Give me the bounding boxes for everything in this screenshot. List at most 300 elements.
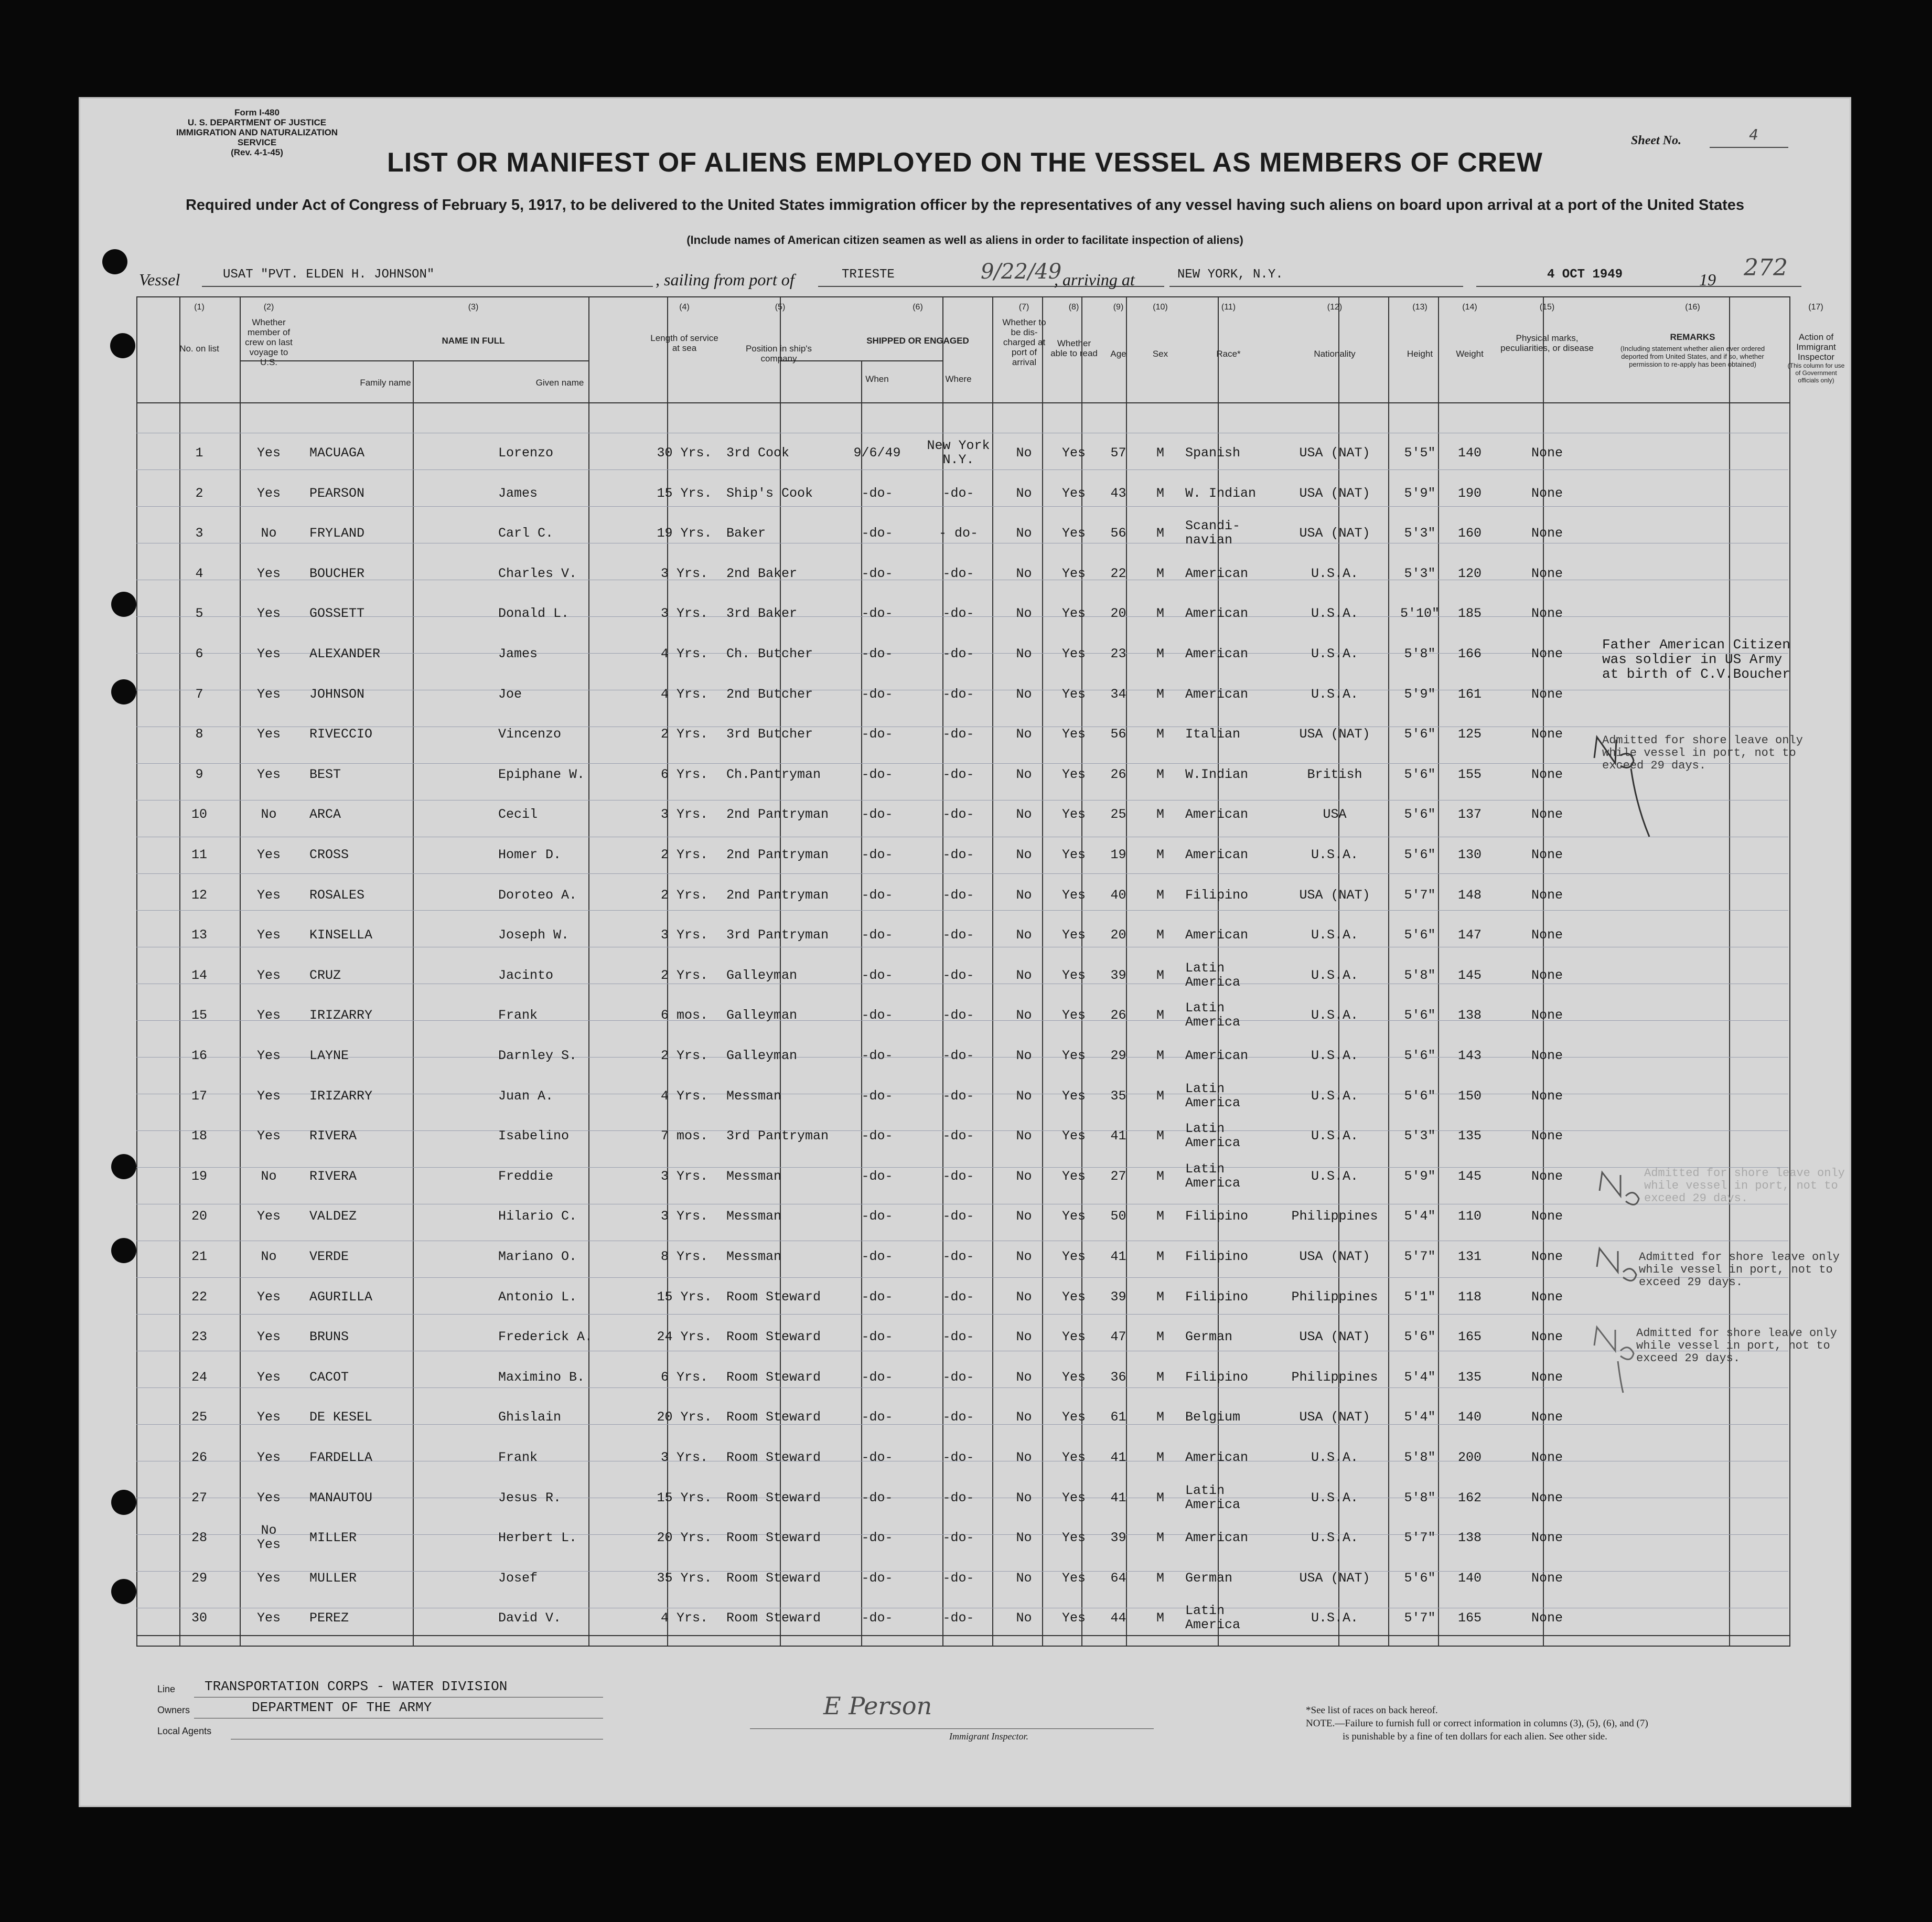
cell-race: W. Indian: [1185, 485, 1257, 501]
subtitle: Required under Act of Congress of February 5, 1917, to be delivered to the United States immigration officer by the representatives of any vessel having such aliens on board upon arrival at a port of the United States: [185, 197, 1745, 213]
manifest-sheet: Form I-480 U. S. DEPARTMENT OF JUSTICE IMMIGRATION AND NATURALIZATION SERVICE (Rev. 4-1-45) Sheet No. 4 LIST OR MANIFEST OF ALIENS EMPLOYED ON THE VESSEL AS MEMBERS OF CREW Required under Act of Congress of February 5, 1917, to be delivered to the United States immigration officer by the representatives of any vessel having such aliens on board upon arrival at a port of the United States (Include names of American citizen seamen as well as aliens in order to facilitate inspection of aliens) Vessel USAT "PVT. ELDEN H. JOHNSON" , sailing from port of TRIESTE 9/22/49 , arriving at NEW YORK, N.Y. 4 OCT 1949 19 272 (1) (2) (3) (4) (5) (6) (7) (8) (9) (10) (11) (12) (13) (14) (15) (16) (17) No. on list Whether member of crew on last voyage to U.S. NAME IN FULL Family name Given name Length of service at sea Position in ship's company SHIPPED OR ENGAGED When Where Whether to be dis-charged at port of arrival Whether able to read Age Sex Race* Nationality Height Weight Physical marks, peculiarities, or disease REMARKS (Including statement whether alien ever ordered deported from United States, and if so, whether permission to re-apply has been obtained) Action of Immigrant Inspector (This column for use of Government officials only) 1 Yes MACUAGA Lorenzo 30 Yrs. 3rd Cook 9/6/49 New York N.Y. No Yes 57 M Spanish USA (NAT) 5'5" 140 None 2 Yes PEARSON James 15 Yrs. Ship's Cook -do- -do- No Yes 43 M W. Indian USA (NAT) 5'9" 190 None 3 No FRYLAND Carl C. 19 Yrs. Baker -do- - do- No Yes 56 M Scandi- navian USA (NAT) 5'3" 160 None 4 Yes BOUCHER Charles V. 3 Yrs. 2nd Baker -do- -do- No Yes 22 M American U.S.A. 5'3" 120 None 5 Yes GOSSETT Donald L. 3 Yrs. 3rd Baker -do- -do- No Yes 20 M American U.S.A. 5'10" 185 None 6 Yes ALEXANDER James 4 Yrs. Ch. Butcher -do- -do- No Yes 23 M American U.S.A. 5'8" 166 None 7 Yes JOHNSON Joe 4 Yrs. 2nd Butcher -do- -do- No Yes 34 M American U.S.A. 5'9" 161 None 8 Yes RIVECCIO Vincenzo 2 Yrs. 3rd Butcher -do- -do- No Yes 56 M Italian USA (NAT) 5'6" 125 None 9 Yes BEST Epiphane W. 6 Yrs. Ch.Pantryman -do- -do- No Yes 26 M W.Indian British 5'6" 155 None 10 No ARCA Cecil 3 Yrs. 2nd Pantryman -do- -do- No Yes 25 M American USA 5'6" 137 None 11 Yes CROSS Homer D. 2 Yrs. 2nd Pantryman -do- -do- No Yes 19 M American U.S.A. 5'6" 130 None 12 Yes ROSALES Doroteo A. 2 Yrs. 2nd Pantryman -do- -do- No Yes 40 M Filipino USA (NAT) 5'7" 148 None 13 Yes KINSELLA Joseph W. 3 Yrs. 3rd Pantryman -do- -do- No Yes 20 M American U.S.A. 5'6" 147 None 14 Yes CRUZ Jacinto 2 Yrs. Galleyman -do- -do- No Yes 39 M Latin America U.S.A. 5'8" 145 None 15 Yes IRIZARRY Frank 6 mos. Galleyman -do- -do- No Yes 26 M Latin America U.S.A. 5'6" 138 None 16 Yes LAYNE Darnley S. 2 Yrs. Galleyman -do- -do- No Yes 29 M American U.S.A. 5'6" 143 None 17 Yes IRIZARRY Juan A. 4 Yrs. Messman -do- -do- No Yes 35 M Latin America U.S.A. 5'6" 150 None 18 Yes RIVERA Isabelino 7 mos. 3rd Pantryman -do- -do- No Yes 41 M Latin America U.S.A. 5'3" 135 None 19 No RIVERA Freddie 3 Yrs. Messman -do- -do- No Yes 27 M Latin America U.S.A. 5'9" 145 None 20 Yes VALDEZ Hilario C. 3 Yrs. Messman -do- -do- No Yes 50 M Filipino Philippines 5'4" 110 None 21 No VERDE Mariano O. 8 Yrs. Messman -do- -do- No Yes 41 M Filipino USA (NAT) 5'7" 131 None 22 Yes AGURILLA Antonio L. 15 Yrs. Room Steward -do- -do- No Yes 39 M Filipino Philippines 5'1" 118 None 23 Yes BRUNS Frederick A. 24 Yrs. Room Steward -do- -do- No Yes 47 M German USA (NAT) 5'6" 165 None 24 Yes CACOT Maximino B. 6 Yrs. Room Steward -do- -do- No Yes 36 M Filipino Philippines 5'4" 135 None 25 Yes DE KESEL Ghislain 20 Yrs. Room Steward -do- -do- No Yes 61 M Belgium USA (NAT) 5'4" 140 None 26 Yes FARDELLA Frank 3 Yrs. Room Steward -do- -do- No Yes 41 M American U.S.A. 5'8" 200 None 27 Yes MANAUTOU Jesus R. 15 Yrs. Room Steward -do- -do- No Yes 41 M Latin America U.S.A. 5'8" 162 None 28 No Yes MILLER Herbert L. 20 Yrs. Room Steward -do- -do- No Yes 39 M American U.S.A. 5'7" 138 None 29 Yes MULLER Josef 35 Yrs. Room Steward -do- -do- No Yes 64 M German USA (NAT) 5'6" 140 None 30 Yes PEREZ David V. 4 Yrs. Room Steward -do- -do- No Yes 44 M Latin America U.S.A. 5'7" 165 None Father American Citizen was soldier in US Army at birth of C.V.Boucher Admitted for shore leave only while vessel in port, not to exceed 29 days. Admitted for shore leave only while vessel in port, not to exceed 29 days. Admitted for shore leave only while vessel in port, not to exceed 29 days. Admitted for shore leave only while vessel in port, not to exceed 29 days. Line TRANSPORTATION CORPS - WATER DIVISION Owners DEPARTMENT OF THE ARMY Local Agents E Person Immigrant Inspector. *See list of races on back hereof. NOTE.—Failure to furnish full or correct information in columns (3), (5), (6), and (7) is punishable by a fine of ten dollars for each alien. See other side.: [79, 97, 1851, 1807]
cell-weight: 161: [1457, 686, 1482, 702]
cell-where: -do-: [942, 766, 974, 782]
cell-family: RIVECCIO: [309, 727, 373, 742]
cell-marks: None: [1531, 1168, 1563, 1184]
cell-discharged: No: [1016, 1209, 1032, 1224]
cell-no: 16: [191, 1048, 207, 1063]
cell-race: Latin America: [1185, 1000, 1241, 1030]
cell-length: 4 Yrs.: [660, 1610, 708, 1626]
cell-discharged: No: [1016, 1008, 1032, 1023]
cell-discharged: No: [1016, 1610, 1032, 1626]
cell-member: Yes: [256, 1490, 281, 1505]
cell-when: -do-: [861, 1369, 893, 1385]
cell-given: Charles V.: [498, 565, 577, 581]
cell-position: Ch.Pantryman: [726, 766, 821, 782]
form-number: Form I-480: [234, 108, 280, 118]
cell-weight: 137: [1457, 807, 1482, 823]
cell-where: -do-: [942, 1008, 974, 1023]
cell-nationality: U.S.A.: [1311, 1610, 1358, 1626]
cell-height: 5'8": [1404, 967, 1436, 983]
cell-read: Yes: [1061, 1329, 1086, 1345]
owners-label: Owners: [157, 1705, 190, 1715]
cell-read: Yes: [1061, 1450, 1086, 1465]
cell-race: Filipino: [1185, 1289, 1249, 1305]
page-number: 272: [1744, 254, 1788, 281]
cell-family: PEREZ: [309, 1610, 349, 1626]
cell-position: Messman: [726, 1209, 782, 1224]
cell-age: 56: [1110, 727, 1126, 742]
cell-no: 10: [191, 807, 207, 823]
cell-read: Yes: [1061, 1289, 1086, 1305]
cell-when: -do-: [861, 807, 893, 823]
cell-weight: 120: [1457, 565, 1482, 581]
cell-age: 56: [1110, 526, 1126, 541]
cell-where: -do-: [942, 1168, 974, 1184]
cell-given: Jesus R.: [498, 1490, 562, 1505]
cell-marks: None: [1531, 1450, 1563, 1465]
header-able-read: Whether able to read: [1050, 338, 1098, 358]
cell-position: Room Steward: [726, 1610, 821, 1626]
cell-weight: 110: [1457, 1209, 1482, 1224]
cell-family: VERDE: [309, 1249, 349, 1264]
cell-discharged: No: [1016, 766, 1032, 782]
cell-sex: M: [1156, 1249, 1164, 1264]
cell-age: 41: [1110, 1128, 1126, 1144]
cell-no: 26: [191, 1450, 207, 1465]
cell-read: Yes: [1061, 847, 1086, 862]
ruled-line: [136, 1314, 1788, 1315]
cell-read: Yes: [1061, 1369, 1086, 1385]
cell-age: 19: [1110, 847, 1126, 862]
cell-sex: M: [1156, 1128, 1164, 1144]
cell-read: Yes: [1061, 646, 1086, 661]
header-action-note: (This column for use of Government officials only): [1787, 362, 1845, 384]
cell-family: BRUNS: [309, 1329, 349, 1345]
cell-no: 19: [191, 1168, 207, 1184]
cell-where: -do-: [942, 927, 974, 943]
cell-given: Antonio L.: [498, 1289, 577, 1305]
cell-discharged: No: [1016, 1329, 1032, 1345]
handwritten-no-mark: [1592, 1165, 1649, 1227]
cell-where: -do-: [942, 1128, 974, 1144]
cell-length: 4 Yrs.: [660, 646, 708, 661]
cell-discharged: No: [1016, 807, 1032, 823]
cell-when: -do-: [861, 1088, 893, 1104]
cell-member: Yes: [256, 1088, 281, 1104]
cell-nationality: Philippines: [1291, 1369, 1378, 1385]
agents-label: Local Agents: [157, 1726, 212, 1736]
cell-weight: 200: [1457, 1450, 1482, 1465]
cell-discharged: No: [1016, 727, 1032, 742]
ruled-line: [136, 469, 1788, 470]
cell-family: KINSELLA: [309, 927, 373, 943]
cell-read: Yes: [1061, 1088, 1086, 1104]
cell-height: 5'6": [1404, 847, 1436, 862]
cell-sex: M: [1156, 565, 1164, 581]
cell-marks: None: [1531, 526, 1563, 541]
cell-marks: None: [1531, 1490, 1563, 1505]
cell-family: MACUAGA: [309, 445, 365, 461]
cell-discharged: No: [1016, 1128, 1032, 1144]
cell-family: ROSALES: [309, 887, 365, 903]
cell-length: 7 mos.: [660, 1128, 708, 1144]
binder-hole: [110, 333, 135, 358]
cell-weight: 135: [1457, 1369, 1482, 1385]
cell-member: Yes: [256, 967, 281, 983]
cell-where: -do-: [942, 1088, 974, 1104]
cell-member: Yes: [256, 927, 281, 943]
cell-height: 5'7": [1404, 1530, 1436, 1546]
cell-member: Yes: [256, 1410, 281, 1425]
cell-given: James: [498, 646, 538, 661]
cell-length: 15 Yrs.: [657, 485, 712, 501]
cell-where: -do-: [942, 807, 974, 823]
cell-family: FARDELLA: [309, 1450, 373, 1465]
subtitle-note: (Include names of American citizen seamen as well as aliens in order to facilitate inspection of aliens): [686, 233, 1243, 247]
cell-family: LAYNE: [309, 1048, 349, 1063]
cell-age: 20: [1110, 606, 1126, 622]
cell-age: 47: [1110, 1329, 1126, 1345]
sailing-label: , sailing from port of: [656, 270, 795, 289]
cell-read: Yes: [1061, 565, 1086, 581]
cell-length: 6 mos.: [660, 1008, 708, 1023]
cell-weight: 140: [1457, 1410, 1482, 1425]
header-physical-marks: Physical marks, peculiarities, or disease: [1500, 333, 1594, 353]
cell-race: W.Indian: [1185, 766, 1249, 782]
header-discharged: Whether to be dis-charged at port of arrival: [1002, 317, 1046, 367]
header-where: Where: [945, 374, 972, 384]
cell-when: -do-: [861, 847, 893, 862]
inspector-signature: E Person: [823, 1692, 932, 1720]
cell-length: 4 Yrs.: [660, 1088, 708, 1104]
cell-read: Yes: [1061, 1008, 1086, 1023]
shore-leave-stamp: Admitted for shore leave only while vessel in port, not to exceed 29 days.: [1636, 1327, 1837, 1365]
cell-no: 25: [191, 1410, 207, 1425]
cell-when: -do-: [861, 1490, 893, 1505]
cell-no: 12: [191, 887, 207, 903]
cell-no: 4: [195, 565, 203, 581]
sail-date: 9/22/49: [981, 260, 1062, 284]
cell-height: 5'6": [1404, 1570, 1436, 1586]
cell-length: 20 Yrs.: [657, 1530, 712, 1546]
cell-position: Room Steward: [726, 1570, 821, 1586]
cell-race: Italian: [1185, 727, 1241, 742]
cell-member: Yes: [256, 1570, 281, 1586]
cell-nationality: U.S.A.: [1311, 1450, 1358, 1465]
cell-sex: M: [1156, 1410, 1164, 1425]
cell-length: 19 Yrs.: [657, 526, 712, 541]
cell-marks: None: [1531, 1048, 1563, 1063]
cell-position: Messman: [726, 1249, 782, 1264]
cell-given: Homer D.: [498, 847, 562, 862]
cell-weight: 135: [1457, 1128, 1482, 1144]
sheet-number: 4: [1749, 126, 1758, 143]
cell-member: No: [261, 1168, 277, 1184]
cell-race: Belgium: [1185, 1410, 1241, 1425]
ruled-line: [136, 1277, 1788, 1278]
cell-race: American: [1185, 686, 1249, 702]
cell-sex: M: [1156, 1088, 1164, 1104]
shore-leave-stamp: Admitted for shore leave only while vessel in port, not to exceed 29 days.: [1602, 734, 1803, 772]
vessel-underline: [202, 286, 653, 287]
cell-when: -do-: [861, 646, 893, 661]
cell-sex: M: [1156, 1289, 1164, 1305]
cell-nationality: U.S.A.: [1311, 1490, 1358, 1505]
cell-given: Joe: [498, 686, 522, 702]
cell-no: 22: [191, 1289, 207, 1305]
ruled-line: [136, 763, 1788, 764]
header-remarks: REMARKS: [1670, 332, 1715, 342]
cell-nationality: USA (NAT): [1299, 1570, 1370, 1586]
cell-marks: None: [1531, 927, 1563, 943]
cell-given: Ghislain: [498, 1410, 562, 1425]
cell-height: 5'6": [1404, 927, 1436, 943]
cell-marks: None: [1531, 1410, 1563, 1425]
cell-nationality: U.S.A.: [1311, 927, 1358, 943]
cell-when: -do-: [861, 766, 893, 782]
cell-nationality: USA (NAT): [1299, 1410, 1370, 1425]
cell-race: Filipino: [1185, 887, 1249, 903]
cell-when: -do-: [861, 1530, 893, 1546]
cell-given: Carl C.: [498, 526, 554, 541]
header-length-service: Length of service at sea: [650, 333, 718, 353]
cell-height: 5'9": [1404, 686, 1436, 702]
vessel-label: Vessel: [139, 270, 180, 289]
cell-height: 5'1": [1404, 1289, 1436, 1305]
cell-weight: 140: [1457, 1570, 1482, 1586]
cell-weight: 166: [1457, 646, 1482, 661]
cell-race: Filipino: [1185, 1369, 1249, 1385]
cell-position: Room Steward: [726, 1450, 821, 1465]
cell-sex: M: [1156, 1369, 1164, 1385]
cell-race: American: [1185, 1450, 1249, 1465]
cell-no: 18: [191, 1128, 207, 1144]
header-weight: Weight: [1456, 349, 1484, 359]
year-underline: [1728, 286, 1801, 287]
cell-nationality: USA (NAT): [1299, 727, 1370, 742]
arrival-date-stamp: 4 OCT 1949: [1547, 268, 1623, 282]
header-name-in-full: NAME IN FULL: [442, 336, 505, 346]
cell-when: -do-: [861, 1168, 893, 1184]
cell-nationality: U.S.A.: [1311, 1128, 1358, 1144]
cell-weight: 138: [1457, 1530, 1482, 1546]
cell-when: -do-: [861, 1410, 893, 1425]
cell-height: 5'6": [1404, 1048, 1436, 1063]
cell-age: 64: [1110, 1570, 1126, 1586]
cell-when: -do-: [861, 1570, 893, 1586]
cell-no: 21: [191, 1249, 207, 1264]
cell-length: 3 Yrs.: [660, 1450, 708, 1465]
cell-marks: None: [1531, 1128, 1563, 1144]
header-given-name: Given name: [535, 378, 584, 388]
cell-given: Maximino B.: [498, 1369, 585, 1385]
cell-position: 3rd Baker: [726, 606, 798, 622]
cell-member: Yes: [256, 727, 281, 742]
cell-member: Yes: [256, 565, 281, 581]
cell-discharged: No: [1016, 1168, 1032, 1184]
cell-member: Yes: [256, 686, 281, 702]
cell-marks: None: [1531, 1610, 1563, 1626]
cell-read: Yes: [1061, 445, 1086, 461]
cell-member: Yes: [256, 1008, 281, 1023]
cell-member: Yes: [256, 1048, 281, 1063]
cell-discharged: No: [1016, 1530, 1032, 1546]
cell-discharged: No: [1016, 1450, 1032, 1465]
cell-given: Vincenzo: [498, 727, 562, 742]
cell-no: 1: [195, 445, 203, 461]
cell-sex: M: [1156, 1329, 1164, 1345]
cell-when: -do-: [861, 1128, 893, 1144]
cell-height: 5'8": [1404, 1450, 1436, 1465]
cell-when: -do-: [861, 1209, 893, 1224]
races-note: *See list of races on back hereof.: [1306, 1705, 1438, 1716]
binder-hole: [111, 1238, 136, 1263]
cell-member: Yes: [256, 646, 281, 661]
cell-family: ALEXANDER: [309, 646, 381, 661]
cell-no: 23: [191, 1329, 207, 1345]
cell-nationality: U.S.A.: [1311, 686, 1358, 702]
cell-race: American: [1185, 1048, 1249, 1063]
cell-where: -do-: [942, 1289, 974, 1305]
cell-height: 5'4": [1404, 1410, 1436, 1425]
cell-position: Ship's Cook: [726, 485, 813, 501]
cell-race: American: [1185, 807, 1249, 823]
cell-length: 2 Yrs.: [660, 967, 708, 983]
cell-where: -do-: [942, 887, 974, 903]
cell-read: Yes: [1061, 1490, 1086, 1505]
cell-marks: None: [1531, 727, 1563, 742]
cell-member: No: [261, 1249, 277, 1264]
cell-where: -do-: [942, 646, 974, 661]
cell-nationality: USA (NAT): [1299, 887, 1370, 903]
cell-given: James: [498, 485, 538, 501]
cell-given: Lorenzo: [498, 445, 554, 461]
cell-read: Yes: [1061, 967, 1086, 983]
cell-weight: 145: [1457, 1168, 1482, 1184]
cell-no: 24: [191, 1369, 207, 1385]
cell-age: 36: [1110, 1369, 1126, 1385]
cell-height: 5'7": [1404, 1249, 1436, 1264]
cell-sex: M: [1156, 485, 1164, 501]
header-remarks-note: (Including statement whether alien ever ordered deported from United States, and if so, whether permission to re-apply has been obtained): [1620, 345, 1765, 368]
penalty-note: NOTE.—Failure to furnish full or correct information in columns (3), (5), (6), and (7): [1306, 1718, 1648, 1729]
header-no-on-list: No. on list: [179, 344, 219, 354]
cell-length: 3 Yrs.: [660, 606, 708, 622]
cell-height: 5'6": [1404, 1329, 1436, 1345]
cell-race: Latin America: [1185, 960, 1241, 990]
cell-nationality: U.S.A.: [1311, 606, 1358, 622]
cell-nationality: U.S.A.: [1311, 1168, 1358, 1184]
cell-discharged: No: [1016, 847, 1032, 862]
cell-nationality: U.S.A.: [1311, 1048, 1358, 1063]
cell-length: 3 Yrs.: [660, 1209, 708, 1224]
cell-height: 5'3": [1404, 1128, 1436, 1144]
cell-weight: 160: [1457, 526, 1482, 541]
cell-member: No Yes: [256, 1523, 281, 1553]
cell-nationality: USA (NAT): [1299, 1249, 1370, 1264]
cell-race: American: [1185, 847, 1249, 862]
cell-family: IRIZARRY: [309, 1088, 373, 1104]
cell-family: PEARSON: [309, 485, 365, 501]
cell-nationality: U.S.A.: [1311, 565, 1358, 581]
cell-discharged: No: [1016, 526, 1032, 541]
cell-sex: M: [1156, 1008, 1164, 1023]
cell-position: Room Steward: [726, 1490, 821, 1505]
cell-discharged: No: [1016, 887, 1032, 903]
cell-given: Isabelino: [498, 1128, 570, 1144]
header-action-inspector: Action of Immigrant Inspector: [1796, 332, 1836, 362]
cell-marks: None: [1531, 1329, 1563, 1345]
cell-member: Yes: [256, 1128, 281, 1144]
cell-family: ARCA: [309, 807, 341, 823]
cell-weight: 118: [1457, 1289, 1482, 1305]
cell-sex: M: [1156, 807, 1164, 823]
cell-race: Scandi- navian: [1185, 518, 1241, 548]
cell-sex: M: [1156, 1490, 1164, 1505]
cell-race: German: [1185, 1329, 1233, 1345]
binder-hole: [102, 249, 127, 274]
cell-age: 39: [1110, 1530, 1126, 1546]
binder-hole: [111, 679, 136, 704]
remark-boucher: Father American Citizen was soldier in US Army at birth of C.V.Boucher: [1602, 637, 1790, 682]
cell-sex: M: [1156, 606, 1164, 622]
cell-marks: None: [1531, 807, 1563, 823]
cell-family: MANAUTOU: [309, 1490, 373, 1505]
cell-position: 2nd Pantryman: [726, 887, 829, 903]
cell-marks: None: [1531, 847, 1563, 862]
cell-given: David V.: [498, 1610, 562, 1626]
cell-length: 3 Yrs.: [660, 1168, 708, 1184]
cell-nationality: USA (NAT): [1299, 445, 1370, 461]
cell-sex: M: [1156, 847, 1164, 862]
cell-read: Yes: [1061, 1570, 1086, 1586]
cell-height: 5'5": [1404, 445, 1436, 461]
cell-given: Frederick A.: [498, 1329, 593, 1345]
cell-age: 41: [1110, 1450, 1126, 1465]
cell-weight: 185: [1457, 606, 1482, 622]
cell-when: -do-: [861, 1048, 893, 1063]
cell-read: Yes: [1061, 485, 1086, 501]
header-sex: Sex: [1152, 349, 1168, 359]
cell-when: -do-: [861, 1249, 893, 1264]
cell-position: Galleyman: [726, 1048, 798, 1063]
cell-sex: M: [1156, 1048, 1164, 1063]
cell-where: -do-: [942, 606, 974, 622]
cell-race: Latin America: [1185, 1603, 1241, 1633]
cell-height: 5'9": [1404, 485, 1436, 501]
cell-position: Messman: [726, 1088, 782, 1104]
cell-where: - do-: [938, 526, 978, 541]
cell-read: Yes: [1061, 727, 1086, 742]
cell-given: Darnley S.: [498, 1048, 577, 1063]
cell-height: 5'4": [1404, 1369, 1436, 1385]
cell-family: CROSS: [309, 847, 349, 862]
cell-marks: None: [1531, 565, 1563, 581]
cell-marks: None: [1531, 1209, 1563, 1224]
cell-no: 8: [195, 727, 203, 742]
cell-where: -do-: [942, 1369, 974, 1385]
cell-read: Yes: [1061, 1249, 1086, 1264]
cell-height: 5'6": [1404, 1088, 1436, 1104]
cell-position: 2nd Pantryman: [726, 847, 829, 862]
cell-discharged: No: [1016, 646, 1032, 661]
cell-nationality: U.S.A.: [1311, 1088, 1358, 1104]
port-to: NEW YORK, N.Y.: [1177, 268, 1283, 282]
cell-discharged: No: [1016, 1048, 1032, 1063]
cell-family: VALDEZ: [309, 1209, 357, 1224]
cell-length: 6 Yrs.: [660, 1369, 708, 1385]
